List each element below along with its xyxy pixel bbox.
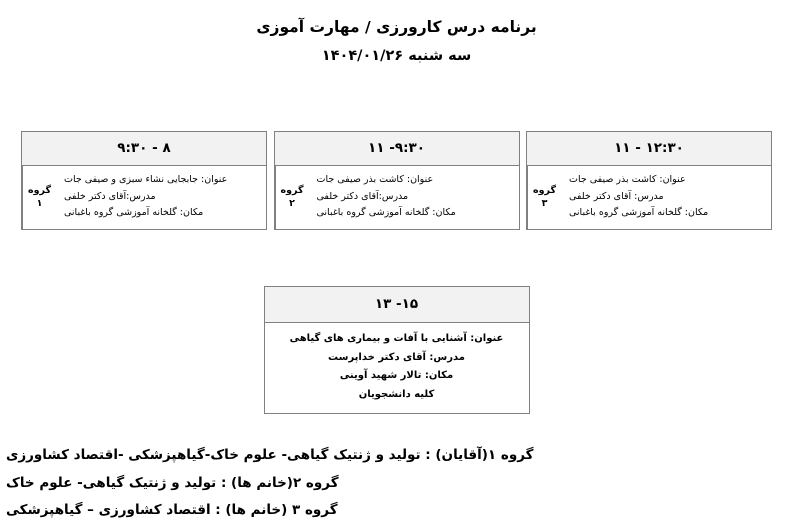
session-body <box>22 166 266 229</box>
group-cell <box>22 166 56 229</box>
session-details <box>56 166 266 229</box>
session-title: عنوان: کاشت بذر صیفی جات <box>316 174 434 185</box>
single-session-row <box>0 286 793 414</box>
session-box-2 <box>274 131 520 230</box>
single-session-box <box>264 286 530 414</box>
session-details <box>561 166 771 229</box>
session-location: مکان: گلخانه آموزشی گروه باغبانی <box>64 207 204 219</box>
session-time: ۸ - ۹:۳۰ <box>22 132 266 166</box>
group-number: ۳ <box>541 198 548 210</box>
session-body <box>275 166 519 229</box>
single-session-time: ۱۵- ۱۳ <box>265 287 529 323</box>
page-date: سه شنبه ۱۴۰۴/۰۱/۲۶ <box>321 48 472 64</box>
session-location: مکان: گلخانه آموزشی گروه باغبانی <box>569 207 709 219</box>
session-title: عنوان: جابجایی نشاء سبزی و صیفی جات <box>64 174 228 185</box>
group-cell <box>275 166 309 229</box>
single-session-location: مکان: تالار شهید آوینی <box>339 370 454 381</box>
page-title: برنامه درس کارورزی / مهارت آموزی <box>256 18 537 36</box>
single-session-audience: کلیه دانشجویان <box>358 388 435 400</box>
group-legend <box>0 442 773 525</box>
single-session-details <box>265 323 529 413</box>
session-details <box>309 166 519 229</box>
legend-item-group-2: گروه ۲(خانم ها) : تولید و ژنتیک گیاهی- علوم خاک <box>6 474 339 491</box>
legend-item-group-3: گروه ۳ (خانم ها) : اقتصاد کشاورزی – گیاهپزشکی <box>6 502 338 519</box>
sessions-row <box>21 131 772 230</box>
single-session-instructor: مدرس: آقای دکتر خداپرست <box>328 351 465 363</box>
group-label: گروه <box>533 184 556 196</box>
legend-item-group-1: گروه ۱(آقایان) : تولید و ژنتیک گیاهی- علوم خاک-گیاهپزشکی -اقتصاد کشاورزی <box>6 447 534 463</box>
group-cell <box>527 166 561 229</box>
session-location: مکان: گلخانه آموزشی گروه باغبانی <box>316 207 456 219</box>
session-body <box>527 166 771 229</box>
group-label: گروه <box>28 184 51 196</box>
session-instructor: مدرس:آقای دکتر خلفی <box>316 190 409 202</box>
single-session-title: عنوان: آشنایی با آفات و بیماری های گیاهی <box>289 333 504 344</box>
group-number: ۲ <box>289 198 295 210</box>
group-number: ۱ <box>36 198 43 210</box>
group-label: گروه <box>280 184 304 196</box>
session-instructor: مدرس:آقای دکتر خلفی <box>64 190 156 202</box>
session-title: عنوان: کاشت بذر صیفی جات <box>569 174 686 185</box>
session-time: ۱۲:۳۰ - ۱۱ <box>527 132 771 166</box>
session-box-3 <box>526 131 772 230</box>
session-box-1 <box>21 131 267 230</box>
session-time: ۹:۳۰- ۱۱ <box>275 132 519 166</box>
session-instructor: مدرس: آقای دکتر خلفی <box>569 190 664 202</box>
